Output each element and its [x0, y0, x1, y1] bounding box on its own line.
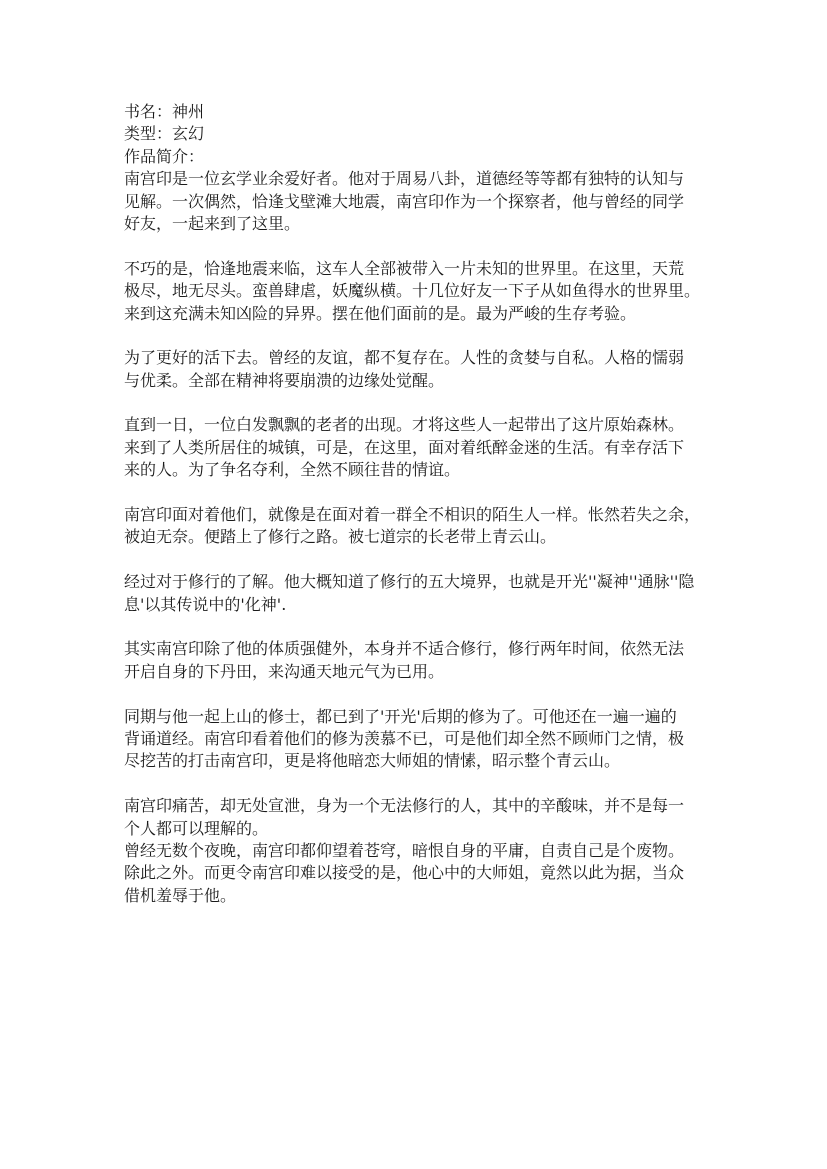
text-line: 息'以其传说中的'化神'.	[124, 594, 287, 614]
paragraph	[124, 706, 706, 773]
text-line: 与优柔。全部在精神将要崩溃的边缘处觉醒。	[124, 370, 445, 390]
text-line: 来到这充满未知凶险的异界。摆在他们面前的是。最为严峻的生存考验。	[124, 303, 637, 323]
text-line: 南宫印是一位玄学业余爱好者。他对于周易八卦，道德经等等都有独特的认知与	[124, 169, 685, 189]
text-line: 个人都可以理解的。	[124, 818, 269, 838]
text-line: 直到一日，一位白发飘飘的老者的出现。才将这些人一起带出了这片原始森林。	[124, 415, 685, 435]
text-line: 同期与他一起上山的修士，都已到了'开光'后期的修为了。可他还在一遍一遍的	[124, 706, 677, 726]
paragraph-gap	[124, 549, 706, 571]
text-line: 为了更好的活下去。曾经的友谊，都不复存在。人性的贪婪与自私。人格的懦弱	[124, 348, 685, 368]
text-line: 不巧的是，恰逢地震来临，这车人全部被带入一片未知的世界里。在这里，天荒	[124, 258, 685, 278]
text-line: 好友，一起来到了这里。	[124, 213, 301, 233]
book-title: 书名：神州	[124, 102, 205, 121]
document-page	[124, 101, 706, 907]
text-line: 开启自身的下丹田，来沟通天地元气为已用。	[124, 661, 445, 681]
paragraph	[124, 638, 706, 683]
text-line: 除此之外。而更令南宫印难以接受的是，他心中的大师姐，竟然以此为据，当众	[124, 863, 685, 883]
paragraph	[124, 258, 706, 325]
text-line: 经过对于修行的了解。他大概知道了修行的五大境界，也就是开光''凝神''通脉''隐	[124, 572, 695, 592]
paragraph-gap	[124, 235, 706, 257]
paragraph-gap	[124, 392, 706, 414]
synopsis-heading: 作品简介：	[124, 146, 205, 166]
paragraph	[124, 347, 706, 392]
text-line: 极尽，地无尽头。蛮兽肆虐，妖魔纵横。十几位好友一下子从如鱼得水的世界里。	[124, 281, 701, 301]
paragraph-gap	[124, 773, 706, 795]
paragraph	[124, 414, 706, 481]
paragraph	[124, 795, 706, 907]
paragraph	[124, 168, 706, 235]
text-line: 曾经无数个夜晚，南宫印都仰望着苍穹，暗恨自身的平庸，自责自己是个废物。	[124, 840, 685, 860]
book-genre: 类型：玄幻	[124, 124, 205, 144]
paragraph-gap	[124, 325, 706, 347]
text-line: 背诵道经。南宫印看着他们的修为羡慕不已，可是他们却全然不顾师门之情，极	[124, 728, 685, 748]
text-line: 见解。一次偶然，恰逢戈壁滩大地震，南宫印作为一个探察者，他与曾经的同学	[124, 191, 685, 211]
paragraph	[124, 571, 706, 616]
text-line: 被迫无奈。便踏上了修行之路。被七道宗的长老带上青云山。	[124, 527, 557, 547]
paragraph-gap	[124, 683, 706, 705]
text-line: 南宫印面对着他们，就像是在面对着一群全不相识的陌生人一样。怅然若失之余，	[124, 505, 701, 525]
paragraph-gap	[124, 616, 706, 638]
text-line: 来的人。为了争名夺利，全然不顾往昔的情谊。	[124, 460, 461, 480]
text-line: 尽挖苦的打击南宫印，更是将他暗恋大师姐的情愫，昭示整个青云山。	[124, 751, 621, 771]
text-line: 来到了人类所居住的城镇，可是，在这里，面对着纸醉金迷的生活。有幸存活下	[124, 437, 685, 457]
paragraph-gap	[124, 482, 706, 504]
text-line: 其实南宫印除了他的体质强健外，本身并不适合修行，修行两年时间，依然无法	[124, 639, 685, 659]
text-line: 借机羞辱于他。	[124, 885, 237, 905]
text-line: 南宫印痛苦，却无处宣泄，身为一个无法修行的人，其中的辛酸味，并不是每一	[124, 796, 685, 816]
paragraph	[124, 504, 706, 549]
